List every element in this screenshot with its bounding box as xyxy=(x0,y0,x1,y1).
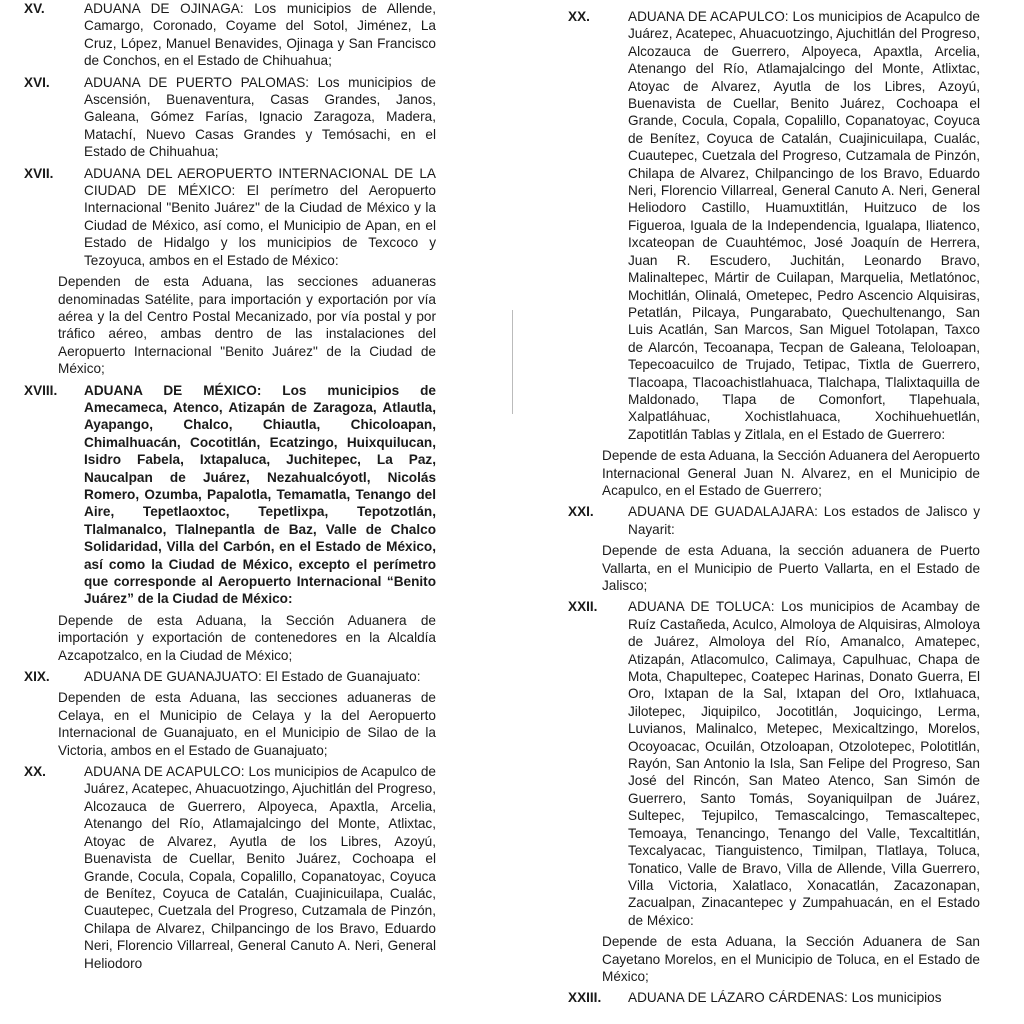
sub-paragraph: Depende de esta Aduana, la sección aduanera de Puerto Vallarta, en el Municipio de Puerto Vallarta, en el Estado de Jalisco; xyxy=(602,543,980,593)
article-entry xyxy=(24,165,436,269)
article-entry xyxy=(24,0,436,70)
article-numeral: XVIII. xyxy=(24,382,58,398)
article-text: ADUANA DE GUANAJUATO: El Estado de Guanajuato: xyxy=(84,669,421,685)
article-text: ADUANA DE GUADALAJARA: Los estados de Jalisco y Nayarit: xyxy=(628,504,980,537)
article-text: ADUANA DE ACAPULCO: Los municipios de Acapulco de Juárez, Acatepec, Ahuacuotzingo, Ajuchitlán del Progreso, Alcozauca de Guerrero, Alpoyeca, Apaxtla, Arcelia, Atenango del Río, Atlamajalcingo del Monte, Atlixtac, Atoyac de Alvarez, Ayutla de los Libres, Azoyú, Buenavista de Cuellar, Benito Juárez, Cochoapa el Grande, Cocula, Copala, Copalillo, Copanatoyac, Coyuca de Benítez, Coyuca de Catalán, Cuajinicuilapa, Cualác, Cuautepec, Cuetzala del Progreso, Cutzamala de Pinzón, Chilapa de Alvarez, Chilpancingo de los Bravo, Eduardo Neri, Florencio Villarreal, General Canuto A. Neri, General Heliodoro xyxy=(84,764,436,971)
article-numeral: XXIII. xyxy=(568,990,602,1006)
article-entry xyxy=(568,503,980,538)
article-text: ADUANA DE OJINAGA: Los municipios de Allende, Camargo, Coronado, Coyame del Sotol, Jiménez, La Cruz, López, Manuel Benavides, Ojinaga y San Francisco de Conchos, en el Estado de Chihuahua; xyxy=(84,1,436,69)
article-numeral: XV. xyxy=(24,1,45,16)
right-column xyxy=(568,8,980,1011)
left-column xyxy=(24,0,436,976)
article-entry xyxy=(24,74,436,161)
article-entry xyxy=(24,763,436,972)
article-numeral: XVII. xyxy=(24,165,54,181)
article-text: ADUANA DE ACAPULCO: Los municipios de Acapulco de Juárez, Acatepec, Ahuacuotzingo, Ajuchitlán del Progreso, Alcozauca de Guerrero, Alpoyeca, Apaxtla, Arcelia, Atenango del Río, Atlamajalcingo del Monte, Atlixtac, Atoyac de Alvarez, Ayutla de los Libres, Azoyú, Buenavista de Cuellar, Benito Juárez, Cochoapa el Grande, Cocula, Copala, Copalillo, Copanatoyac, Coyuca de Benítez, Coyuca de Catalán, Cuajinicuilapa, Cualác, Cuautepec, Cuetzala del Progreso, Cutzamala de Pinzón, Chilapa de Alvarez, Chilpancingo de los Bravo, Eduardo Neri, Florencio Villarreal, General Canuto A. Neri, General Heliodoro Castillo, Huamuxtitlán, Huitzuco de los Figueroa, Iguala de la Independencia, Igualapa, Iliatenco, Ixcateopan de Cuauhtémoc, José Joaquín de Herrera, Juan R. Escudero, Juchitán, Leonardo Bravo, Malinaltepec, Mártir de Cuilapan, Marquelia, Metlatónoc, Mochitlán, Olinalá, Ometepec, Pedro Ascencio Alquisiras, Petatlán, Pilcaya, Pungarabato, Quechultenango, San Luis Acatlán, San Marcos, San Miguel Totolapan, Taxco de Alarcón, Tecoanapa, Tecpan de Galeana, Teloloapan, Tepecoacuilco de Trujado, Tetipac, Tixtla de Guerrero, Tlacoapa, Tlacoachistlahuaca, Tlalchapa, Tlalixtaquilla de Maldonado, Tlapa de Comonfort, Tlapehuala, Xalpatláhuac, Xochistlahuaca, Xochihuehuetlán, Zapotitlán Tablas y Zitlala, en el Estado de Guerrero: xyxy=(628,9,980,442)
article-numeral: XVI. xyxy=(24,74,50,90)
article-entry xyxy=(568,989,980,1006)
article-entry xyxy=(24,382,436,608)
sub-paragraph: Depende de esta Aduana, la Sección Aduanera de San Cayetano Morelos, en el Municipio de Toluca, en el Estado de México; xyxy=(602,934,980,984)
sub-paragraph: Depende de esta Aduana, la Sección Aduanera de importación y exportación de contenedores en la Alcaldía Azcapotzalco, en la Ciudad de México; xyxy=(58,612,436,663)
article-entry xyxy=(24,668,436,685)
column-divider xyxy=(512,310,513,414)
article-entry xyxy=(568,598,980,929)
article-numeral: XXII. xyxy=(568,599,598,615)
article-text: ADUANA DE TOLUCA: Los municipios de Acambay de Ruíz Castañeda, Aculco, Almoloya de Alquisiras, Almoloya de Juárez, Almoloya del Río, Amanalco, Amatepec, Atizapán, Atlacomulco, Calimaya, Capulhuac, Chapa de Mota, Chapultepec, Coatepec Harinas, Donato Guerra, El Oro, Ixtapan de la Sal, Ixtapan del Oro, Ixtlahuaca, Jilotepec, Jiquipilco, Jocotitlán, Joquicingo, Lerma, Luvianos, Malinalco, Metepec, Mexicaltzingo, Morelos, Ocoyoacac, Ocuilán, Otzoloapan, Otzolotepec, Polotitlán, Rayón, San Antonio la Isla, San Felipe del Progreso, San José del Rincón, San Mateo Atenco, San Simón de Guerrero, Santo Tomás, Soyaniquilpan de Juárez, Sultepec, Tejupilco, Temascalcingo, Temascaltepec, Temoaya, Tenancingo, Tenango del Valle, Texcaltitlán, Texcalyacac, Tianguistenco, Timilpan, Tlatlaya, Toluca, Tonatico, Valle de Bravo, Villa de Allende, Villa Guerrero, Villa Victoria, Xalatlaco, Xonacatlán, Zacazonapan, Zacualpan, Zinacantepec y Zumpahuacán, en el Estado de México: xyxy=(628,599,980,928)
article-numeral: XXI. xyxy=(568,504,594,520)
sub-paragraph: Depende de esta Aduana, la Sección Aduanera del Aeropuerto Internacional General Juan N. Alvarez, en el Municipio de Acapulco, en el Estado de Guerrero; xyxy=(602,448,980,498)
sub-paragraph: Dependen de esta Aduana, las secciones aduaneras denominadas Satélite, para importación y exportación por vía aérea y la del Centro Postal Mecanizado, por vía postal y por tráfico aéreo, ambas dentro de las instalaciones del Aeropuerto Internacional "Benito Juárez" de la Ciudad de México; xyxy=(58,274,436,377)
article-numeral: XX. xyxy=(24,764,46,780)
article-text: ADUANA DE PUERTO PALOMAS: Los municipios de Ascensión, Buenaventura, Casas Grandes, Janos, Galeana, Gómez Farías, Ignacio Zaragoza, Madera, Matachí, Nuevo Casas Grandes y Temósachi, en el Estado de Chihuahua; xyxy=(84,74,436,160)
article-text: ADUANA DEL AEROPUERTO INTERNACIONAL DE LA CIUDAD DE MÉXICO: El perímetro del Aeropuerto Internacional "Benito Juárez" de la Ciudad de México y la Ciudad de México, así como, el Municipio de Apan, en el Estado de Hidalgo y los municipios de Texcoco y Tezoyuca, ambos en el Estado de México: xyxy=(84,165,436,268)
article-text: ADUANA DE MÉXICO: Los municipios de Amecameca, Atenco, Atizapán de Zaragoza, Atlautla, Ayapango, Chalco, Chiautla, Chicoloapan, Chimalhuacán, Cocotitlán, Ecatzingo, Huixquilucan, Isidro Fabela, Ixtapaluca, Juchitepec, La Paz, Naucalpan de Juárez, Nezahualcóyotl, Nicolás Romero, Ozumba, Papalotla, Temamatla, Tenango del Aire, Tepetlaoxtoc, Tepetlixpa, Tepotzotlán, Tlalmanalco, Tlalnepantla de Baz, Valle de Chalco Solidaridad, Villa del Carbón, en el Estado de México, así como la Ciudad de México, excepto el perímetro que corresponde al Aeropuerto Internacional “Benito Juárez” de la Ciudad de México: xyxy=(84,382,436,607)
article-numeral: XX. xyxy=(568,9,590,24)
article-text: ADUANA DE LÁZARO CÁRDENAS: Los municipios xyxy=(628,990,942,1006)
article-entry xyxy=(568,8,980,443)
sub-paragraph: Dependen de esta Aduana, las secciones aduaneras de Celaya, en el Municipio de Celaya y la del Aeropuerto Internacional de Guanajuato, en el Municipio de Silao de la Victoria, ambos en el Estado de Guanajuato; xyxy=(58,690,436,758)
article-numeral: XIX. xyxy=(24,669,50,685)
